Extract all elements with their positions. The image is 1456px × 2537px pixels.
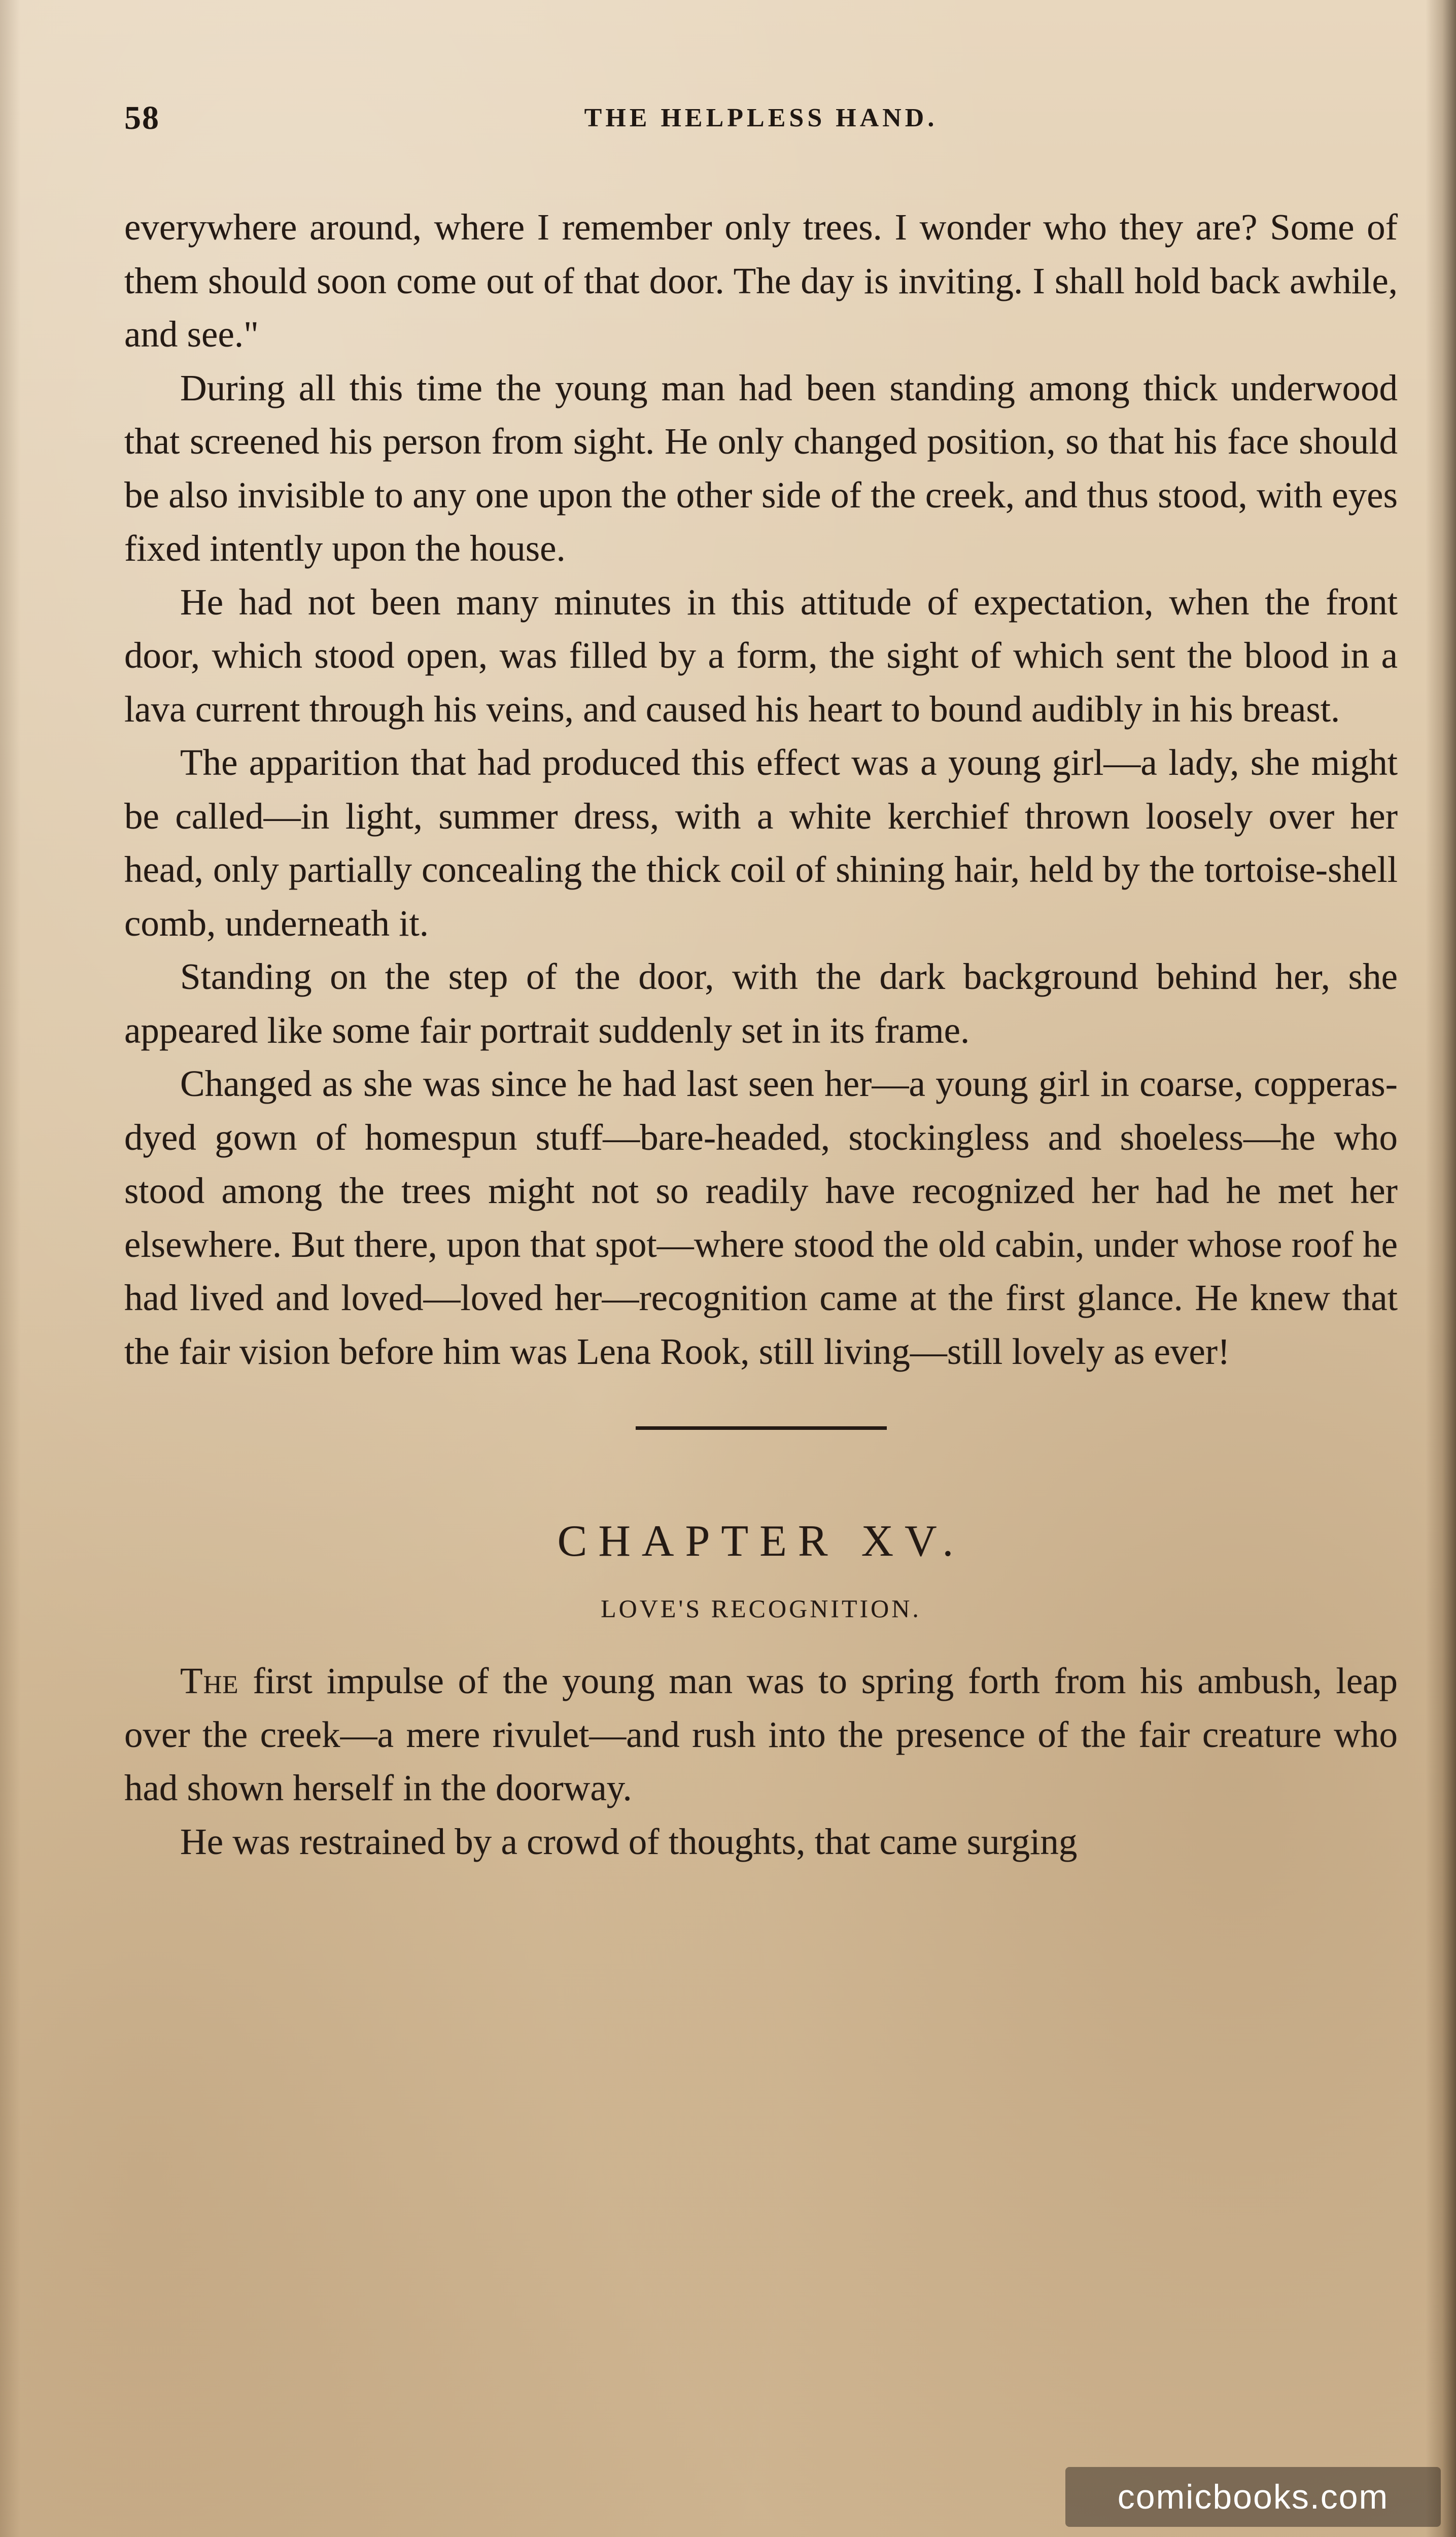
chapter-heading: CHAPTER XV. bbox=[557, 1517, 965, 1566]
page-header bbox=[124, 99, 1398, 145]
opening-word: The bbox=[180, 1660, 239, 1701]
paragraph: He was restrained by a crowd of thoughts, that came surging bbox=[180, 1821, 1078, 1862]
running-title: THE HELPLESS HAND. bbox=[584, 104, 938, 132]
paragraph: The apparition that had produced this effect was a young girl—a lady, she might be called—in light, summer dress, with a white kerchief thrown loosely over her head, only partially concealing the thick coil of shining hair, held by the tortoise-shell comb, underneath it. bbox=[124, 742, 1398, 944]
paragraph-text: first impulse of the young man was to spring forth from his ambush, leap over the creek—a mere rivulet—and rush into the presence of the fair creature who had shown herself in the doorway. bbox=[124, 1660, 1398, 1808]
body-text bbox=[124, 200, 1398, 1868]
paragraph: Standing on the step of the door, with the dark background behind her, she appeared like some fair portrait suddenly set in its frame. bbox=[124, 956, 1398, 1051]
paragraph: He had not been many minutes in this attitude of expectation, when the front door, which stood open, was filled by a form, the sight of which sent the blood in a lava current through his veins, and caused his heart to bound audibly in his breast. bbox=[124, 581, 1398, 730]
page-shadow-left bbox=[0, 0, 20, 2537]
paragraph: Changed as she was since he had last seen her—a young girl in coarse, copperas-dyed gown of homespun stuff—bare-headed, stockingless and shoeless—he who stood among the trees might not so readily have recognized her had he met her elsewhere. But there, upon that spot—where stood the old cabin, under whose roof he had lived and loved—loved her—recognition came at the first glance. He knew that the fair vision before him was Lena Rook, still living—still lovely as ever! bbox=[124, 1063, 1398, 1372]
chapter-subtitle: LOVE'S RECOGNITION. bbox=[601, 1594, 921, 1623]
section-divider bbox=[636, 1426, 887, 1430]
page-shadow-right bbox=[1426, 0, 1456, 2537]
page-number: 58 bbox=[124, 99, 160, 136]
paragraph: During all this time the young man had been standing among thick underwood that screened his person from sight. He only changed position, so that his face should be also invisible to any one upon the other side of the creek, and thus stood, with eyes fixed intently upon the house. bbox=[124, 367, 1398, 569]
paragraph bbox=[124, 1654, 1398, 1815]
paragraph: everywhere around, where I remember only trees. I wonder who they are? Some of them should soon come out of that door. The day is inviting. I shall hold back awhile, and see." bbox=[124, 207, 1398, 355]
watermark-badge: comicbooks.com bbox=[1065, 2467, 1441, 2527]
